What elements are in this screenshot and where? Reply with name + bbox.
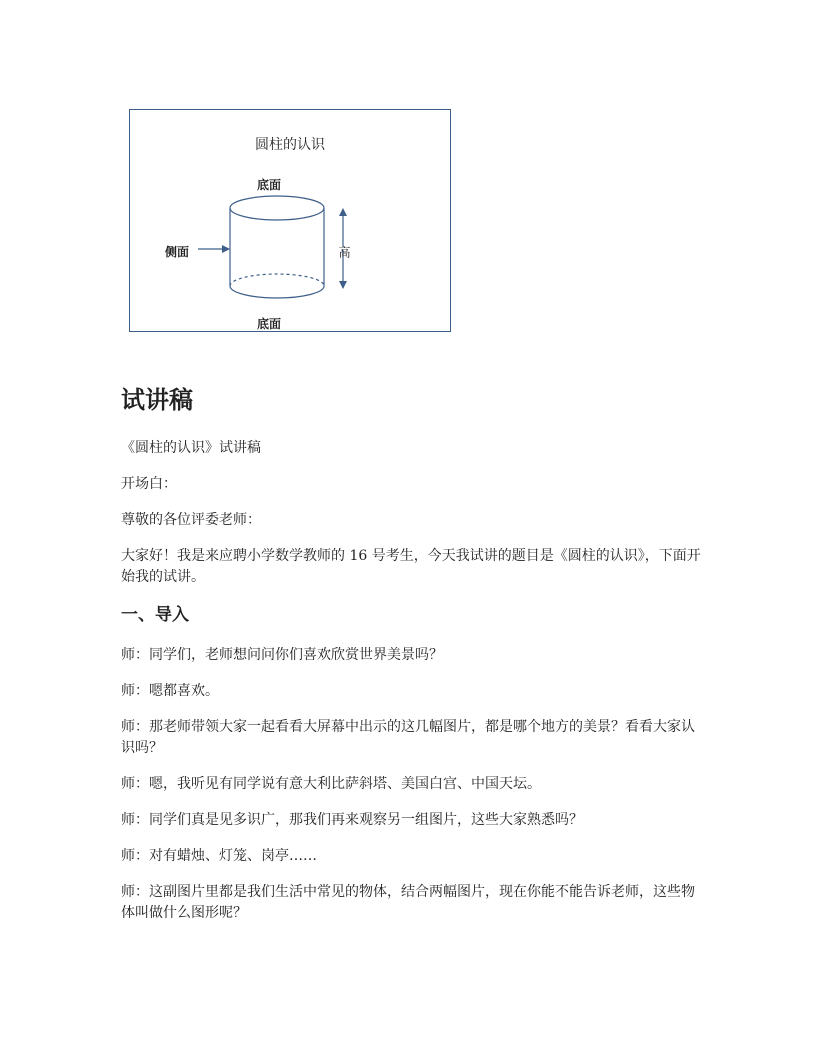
- dialogue-line: 师：那老师带领大家一起看看大屏幕中出示的这几幅图片，都是哪个地方的美景？看看大家认识吗？: [121, 719, 695, 756]
- doc-subtitle: 《圆柱的认识》试讲稿: [121, 440, 261, 456]
- top-base-label: 底面: [257, 178, 282, 192]
- dialogue-line: 师：嗯，我听见有同学说有意大利比萨斜塔、美国白宫、中国天坛。: [121, 776, 541, 792]
- cylinder-shape: [230, 196, 324, 298]
- dialogue-line: 师：嗯都喜欢。: [121, 683, 219, 699]
- page-title: 试讲稿: [121, 386, 193, 414]
- dialogue-line: 师：对有蜡烛、灯笼、岗亭……: [121, 848, 317, 864]
- document-body: [121, 384, 701, 939]
- dialogue-line: 师：同学们，老师想问问你们喜欢欣赏世界美景吗？: [121, 647, 443, 663]
- greeting: 尊敬的各位评委老师：: [121, 512, 261, 528]
- opening-label: 开场白：: [121, 476, 177, 492]
- side-face-label: 侧面: [165, 245, 190, 259]
- dialogue-line: 师：这副图片里都是我们生活中常见的物体，结合两幅图片，现在你能不能告诉老师，这些物体叫做什么图形呢？: [121, 884, 695, 921]
- section-heading-intro: 一、导入: [121, 605, 189, 625]
- bottom-base-label: 底面: [257, 317, 282, 331]
- intro-paragraph: 大家好！我是来应聘小学数学教师的 16 号考生，今天我试讲的题目是《圆柱的认识》，下面开始我的试讲。: [121, 548, 701, 585]
- diagram-title: 圆柱的认识: [255, 137, 325, 153]
- height-label: 高: [337, 246, 351, 258]
- cylinder-diagram: [129, 109, 451, 332]
- dialogue-line: 师：同学们真是见多识广，那我们再来观察另一组图片，这些大家熟悉吗？: [121, 812, 583, 828]
